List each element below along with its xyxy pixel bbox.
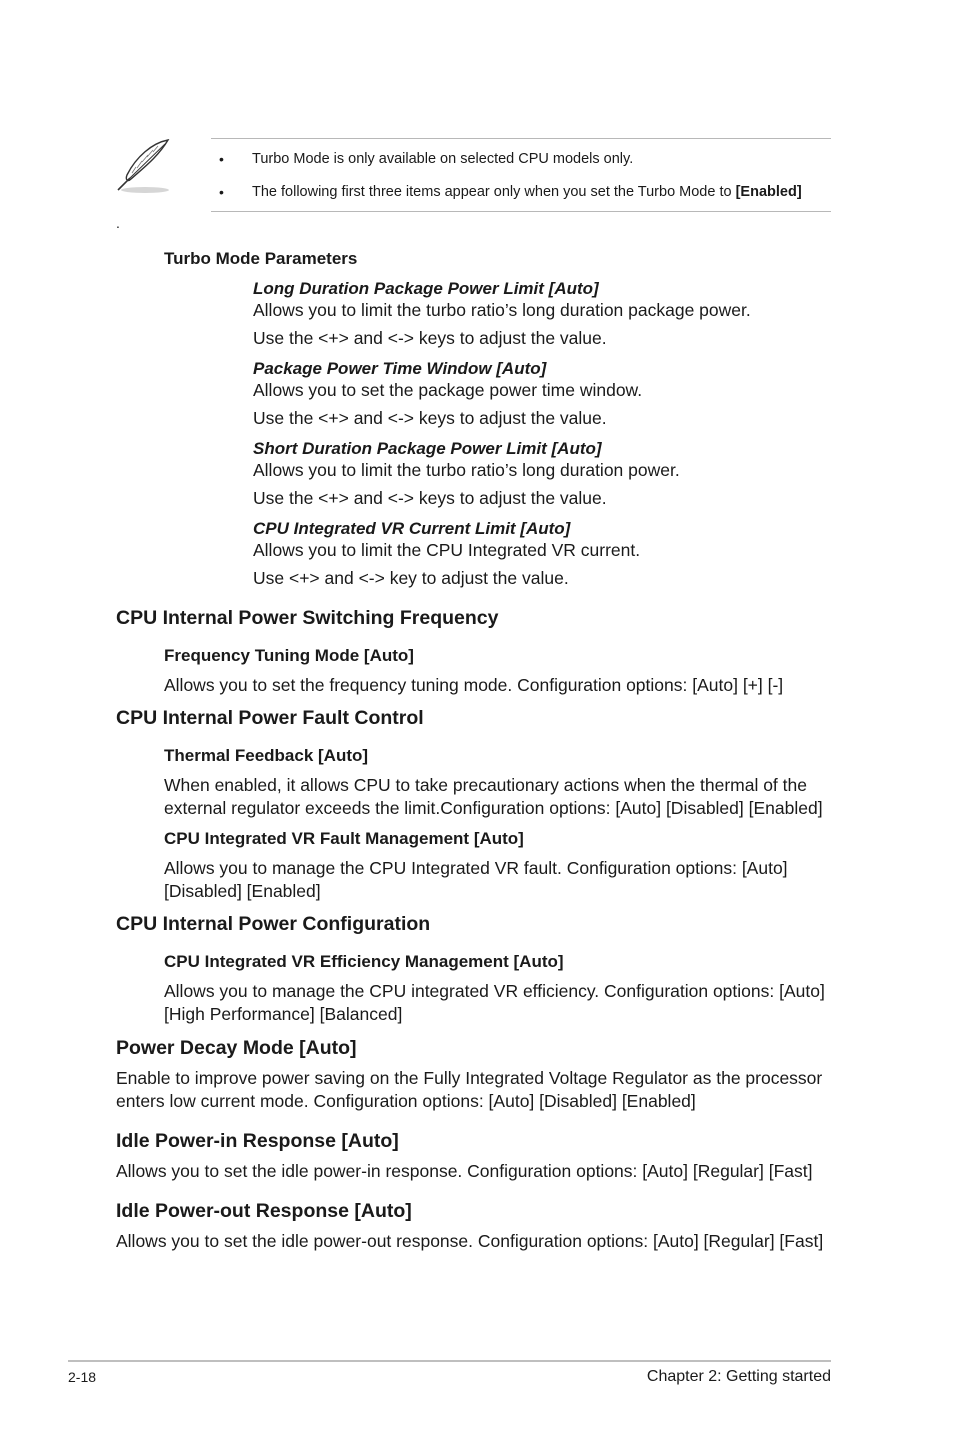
vr-efficiency-desc-line1: Allows you to manage the CPU integrated VR efficiency. Configuration options: [Auto] [164,981,825,1001]
idle-out-heading: Idle Power-out Response [Auto] [116,1200,412,1222]
decay-desc-line2: enters low current mode. Configuration options: [Auto] [Disabled] [Enabled] [116,1091,696,1111]
page-number: 2-18 [68,1369,97,1385]
idle-in-desc: Allows you to set the idle power-in response. Configuration options: [Auto] [Regular] [Fast] [116,1161,813,1181]
turbo-item-keys: Use the <+> and <-> keys to adjust the value. [253,488,607,508]
vr-efficiency-desc-line2: [High Performance] [Balanced] [164,1004,403,1024]
turbo-item-keys: Use the <+> and <-> keys to adjust the value. [253,328,607,348]
switching-sub-heading: Frequency Tuning Mode [Auto] [164,646,414,665]
note-bullet-1: Turbo Mode is only available on selected CPU models only. [252,151,634,167]
turbo-item-desc: Allows you to set the package power time window. [253,380,643,400]
idle-in-heading: Idle Power-in Response [Auto] [116,1130,399,1152]
turbo-item-keys: Use the <+> and <-> keys to adjust the value. [253,408,607,428]
note-bullet-2 [252,184,802,200]
decay-desc-line1: Enable to improve power saving on the Fully Integrated Voltage Regulator as the processor [116,1068,823,1088]
idle-out-desc: Allows you to set the idle power-out response. Configuration options: [Auto] [Regular] [Fast] [116,1231,824,1251]
config-heading: CPU Internal Power Configuration [116,913,431,935]
turbo-item-desc: Allows you to limit the CPU Integrated VR current. [253,540,641,560]
turbo-item-keys: Use <+> and <-> key to adjust the value. [253,568,569,588]
turbo-item-desc: Allows you to limit the turbo ratio’s long duration package power. [253,300,751,320]
stray-period: . [116,215,120,231]
turbo-heading: Turbo Mode Parameters [164,249,358,268]
note-bullet-2-bold: [Enabled] [735,184,802,200]
vr-fault-heading: CPU Integrated VR Fault Management [Auto] [164,829,524,848]
thermal-feedback-desc-line2: external regulator exceeds the limit.Configuration options: [Auto] [Disabled] [Enabled] [164,798,823,818]
bullet-marker: • [219,151,224,167]
decay-heading: Power Decay Mode [Auto] [116,1037,357,1059]
thermal-feedback-desc-line1: When enabled, it allows CPU to take precautionary actions when the thermal of the [164,775,807,795]
turbo-item-title: Short Duration Package Power Limit [Auto] [253,439,602,458]
vr-fault-desc-line1: Allows you to manage the CPU Integrated VR fault. Configuration options: [Auto] [164,858,788,878]
feather-pen-icon [112,137,174,197]
turbo-item-title: CPU Integrated VR Current Limit [Auto] [253,519,571,538]
turbo-item-title: Package Power Time Window [Auto] [253,359,547,378]
switching-heading: CPU Internal Power Switching Frequency [116,607,499,629]
bullet-marker: • [219,184,224,200]
turbo-item-title: Long Duration Package Power Limit [Auto] [253,279,599,298]
note-bottom-rule [211,211,831,212]
vr-fault-desc-line2: [Disabled] [Enabled] [164,881,321,901]
switching-desc: Allows you to set the frequency tuning mode. Configuration options: [Auto] [+] [-] [164,675,784,695]
footer-rule [68,1360,831,1362]
note-bullet-2-text: The following first three items appear only when you set the Turbo Mode to [252,184,732,200]
vr-efficiency-heading: CPU Integrated VR Efficiency Management [Auto] [164,952,564,971]
turbo-item-desc: Allows you to limit the turbo ratio’s long duration power. [253,460,680,480]
chapter-title: Chapter 2: Getting started [646,1368,831,1385]
note-top-rule [211,138,831,139]
thermal-feedback-heading: Thermal Feedback [Auto] [164,746,369,765]
fault-heading: CPU Internal Power Fault Control [116,707,424,729]
